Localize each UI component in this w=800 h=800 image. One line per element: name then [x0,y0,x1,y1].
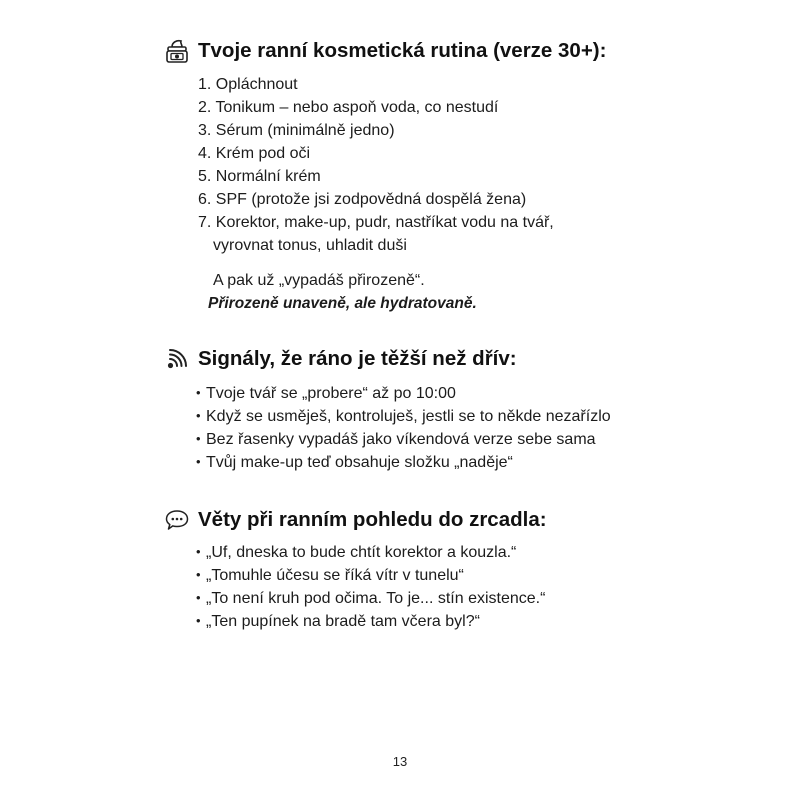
section-title: Signály, že ráno je těžší než dřív: [198,347,517,370]
signal-item: • Tvoje tvář se „probere“ až po 10:00 [196,384,456,404]
routine-step: 1. Opláchnout [198,76,298,93]
section-title: Věty při ranním pohledu do zrcadla: [198,508,547,531]
signal-item: • Tvůj make-up teď obsahuje složku „naděje“ [196,453,513,473]
routine-step-continuation: vyrovnat tonus, uhladit duši [213,237,407,254]
signal-item: • Když se usměješ, kontroluješ, jestli se to někde nezařízlo [196,407,611,427]
routine-step: 7. Korektor, make-up, pudr, nastříkat vodu na tvář, [198,214,554,231]
section-heading-mirror-phrases [164,507,547,533]
signal-waves-icon [164,346,190,372]
mirror-phrase-item: • „To není kruh pod očima. To je... stín existence.“ [196,589,545,609]
section-heading-signals [164,346,517,372]
speech-bubble-icon [164,507,190,533]
section-heading-routine [164,38,606,64]
routine-step: 3. Sérum (minimálně jedno) [198,122,395,139]
routine-step: 4. Krém pod oči [198,145,311,162]
routine-punchline: Přirozeně unaveně, ale hydratovaně. [208,295,477,312]
routine-step: 2. Tonikum – nebo aspoň voda, co nestudí [198,99,499,116]
mirror-phrase-item: • „Ten pupínek na bradě tam včera byl?“ [196,612,480,632]
mirror-phrase-item: • „Uf, dneska to bude chtít korektor a kouzla.“ [196,543,516,563]
routine-step: 6. SPF (protože jsi zodpovědná dospělá žena) [198,191,527,208]
routine-note: A pak už „vypadáš přirozeně“. [213,272,425,289]
page-number: 13 [392,754,408,769]
section-title: Tvoje ranní kosmetická rutina (verze 30+): [198,39,607,62]
signal-item: • Bez řasenky vypadáš jako víkendová verze sebe sama [196,430,596,450]
mirror-phrase-item: • „Tomuhle účesu se říká vítr v tunelu“ [196,566,464,586]
routine-step: 5. Normální krém [198,168,321,185]
cream-jar-icon [164,38,190,64]
